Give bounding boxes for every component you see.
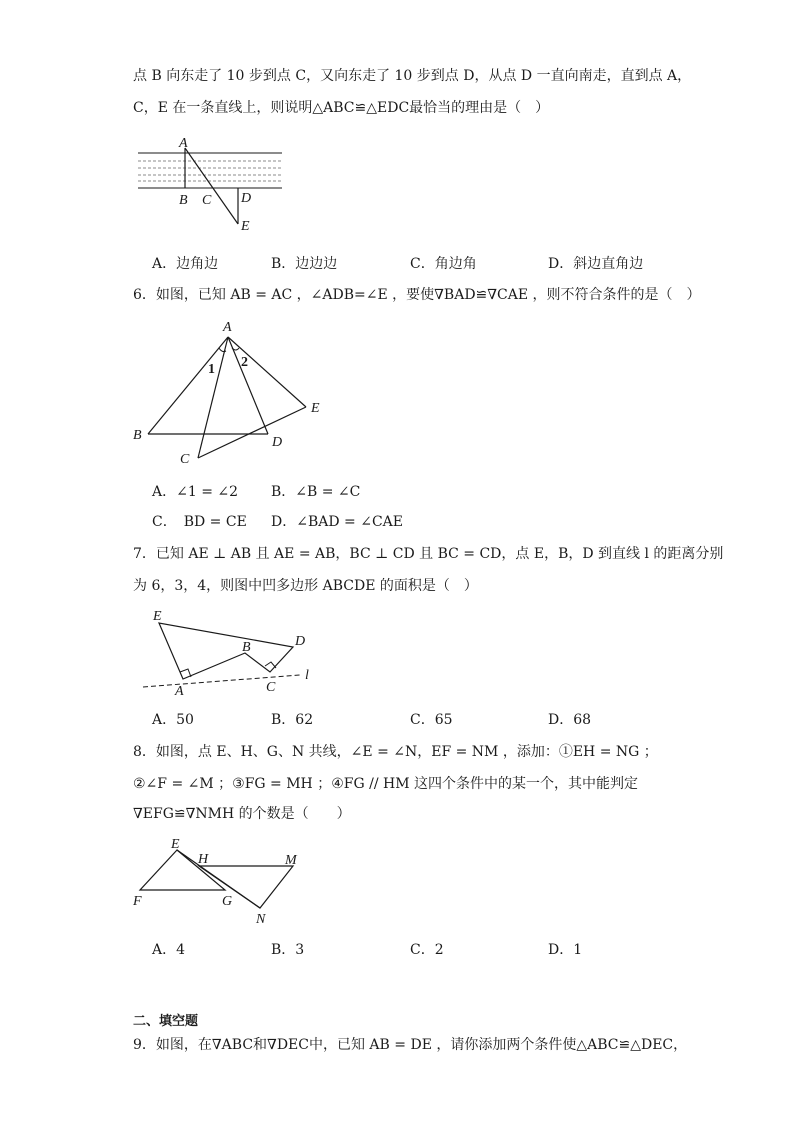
q5-option-a[interactable]: A．边角边 bbox=[152, 256, 219, 272]
q6-option-b[interactable]: B．∠B = ∠C bbox=[271, 484, 361, 500]
q6-option-c[interactable]: C． BD = CE bbox=[152, 514, 247, 530]
q7-stem-line2: 为 6，3，4，则图中凹多边形 ABCDE 的面积是（ ） bbox=[133, 578, 478, 594]
q5-option-b[interactable]: B．边边边 bbox=[271, 256, 338, 272]
q6-stem: 6．如图，已知 AB = AC ，∠ADB=∠E ，要使∇BAD≌∇CAE ，则不符合条件的是（ ） bbox=[133, 287, 701, 303]
q7-option-c[interactable]: C．65 bbox=[410, 712, 453, 728]
q7-stem-line1: 7．已知 AE ⊥ AB 且 AE = AB，BC ⊥ CD 且 BC = CD，点 E，B，D 到直线 l 的距离分别 bbox=[133, 546, 724, 562]
q8-label-f: F bbox=[133, 894, 142, 909]
q8-label-h: H bbox=[198, 852, 209, 867]
q5-stem-line1: 点 B 向东走了 10 步到点 C，又向东走了 10 步到点 D，从点 D 一直向南走，直到点 A， bbox=[133, 68, 692, 84]
q5-label-d: D bbox=[241, 191, 252, 206]
q5-stem-line2: C，E 在一条直线上，则说明△ABC≌△EDC最恰当的理由是（ ） bbox=[133, 100, 550, 116]
q5-option-c[interactable]: C．角边角 bbox=[410, 256, 477, 272]
q5-option-d[interactable]: D．斜边直角边 bbox=[548, 256, 644, 272]
q8-figure bbox=[130, 835, 310, 930]
q5-label-b: B bbox=[179, 193, 188, 208]
q8-label-g: G bbox=[222, 894, 233, 909]
q7-label-e: E bbox=[153, 609, 162, 624]
q6-label-e: E bbox=[311, 401, 320, 416]
q8-label-m: M bbox=[285, 853, 297, 868]
q8-stem-line3: ∇EFG≌∇NMH 的个数是（ ） bbox=[133, 806, 351, 822]
q6-label-angle-1: 1 bbox=[208, 362, 215, 377]
section-fill-in-blank-heading: 二、填空题 bbox=[133, 1014, 199, 1029]
q9-stem-line1: 9．如图，在∇ABC和∇DEC中，已知 AB = DE ，请你添加两个条件使△ABC≌△DEC， bbox=[133, 1037, 688, 1053]
q8-option-d[interactable]: D．1 bbox=[548, 942, 583, 958]
q6-figure bbox=[128, 315, 338, 470]
q6-option-a[interactable]: A．∠1 = ∠2 bbox=[152, 484, 239, 500]
q7-label-l: l bbox=[305, 668, 309, 683]
q7-option-a[interactable]: A．50 bbox=[152, 712, 194, 728]
q5-label-c: C bbox=[202, 193, 212, 208]
q7-label-a: A bbox=[175, 684, 184, 699]
q8-option-c[interactable]: C．2 bbox=[410, 942, 444, 958]
q5-label-e: E bbox=[241, 219, 250, 234]
q6-option-d[interactable]: D．∠BAD = ∠CAE bbox=[271, 514, 403, 530]
q6-label-a: A bbox=[223, 320, 232, 335]
q6-label-b: B bbox=[133, 428, 142, 443]
q8-label-n: N bbox=[256, 912, 266, 927]
q7-option-b[interactable]: B．62 bbox=[271, 712, 314, 728]
q7-label-c: C bbox=[266, 680, 276, 695]
q7-figure bbox=[135, 605, 325, 700]
q8-stem-line1: 8．如图，点 E、H、G、N 共线，∠E = ∠N，EF = NM ，添加：①EH = NG ； bbox=[133, 744, 658, 760]
q8-label-e: E bbox=[171, 837, 180, 852]
q6-label-c: C bbox=[180, 452, 190, 467]
q7-option-d[interactable]: D．68 bbox=[548, 712, 592, 728]
q7-label-b: B bbox=[242, 640, 251, 655]
q5-label-a: A bbox=[179, 136, 188, 151]
q8-stem-line2: ②∠F = ∠M ；③FG = MH ；④FG // HM 这四个条件中的某一个，其中能判定 bbox=[133, 776, 638, 792]
q8-option-a[interactable]: A．4 bbox=[152, 942, 186, 958]
q8-option-b[interactable]: B．3 bbox=[271, 942, 305, 958]
q6-label-angle-2: 2 bbox=[241, 355, 248, 370]
q7-label-d: D bbox=[295, 634, 306, 649]
q6-label-d: D bbox=[272, 435, 283, 450]
q5-figure bbox=[130, 135, 290, 235]
